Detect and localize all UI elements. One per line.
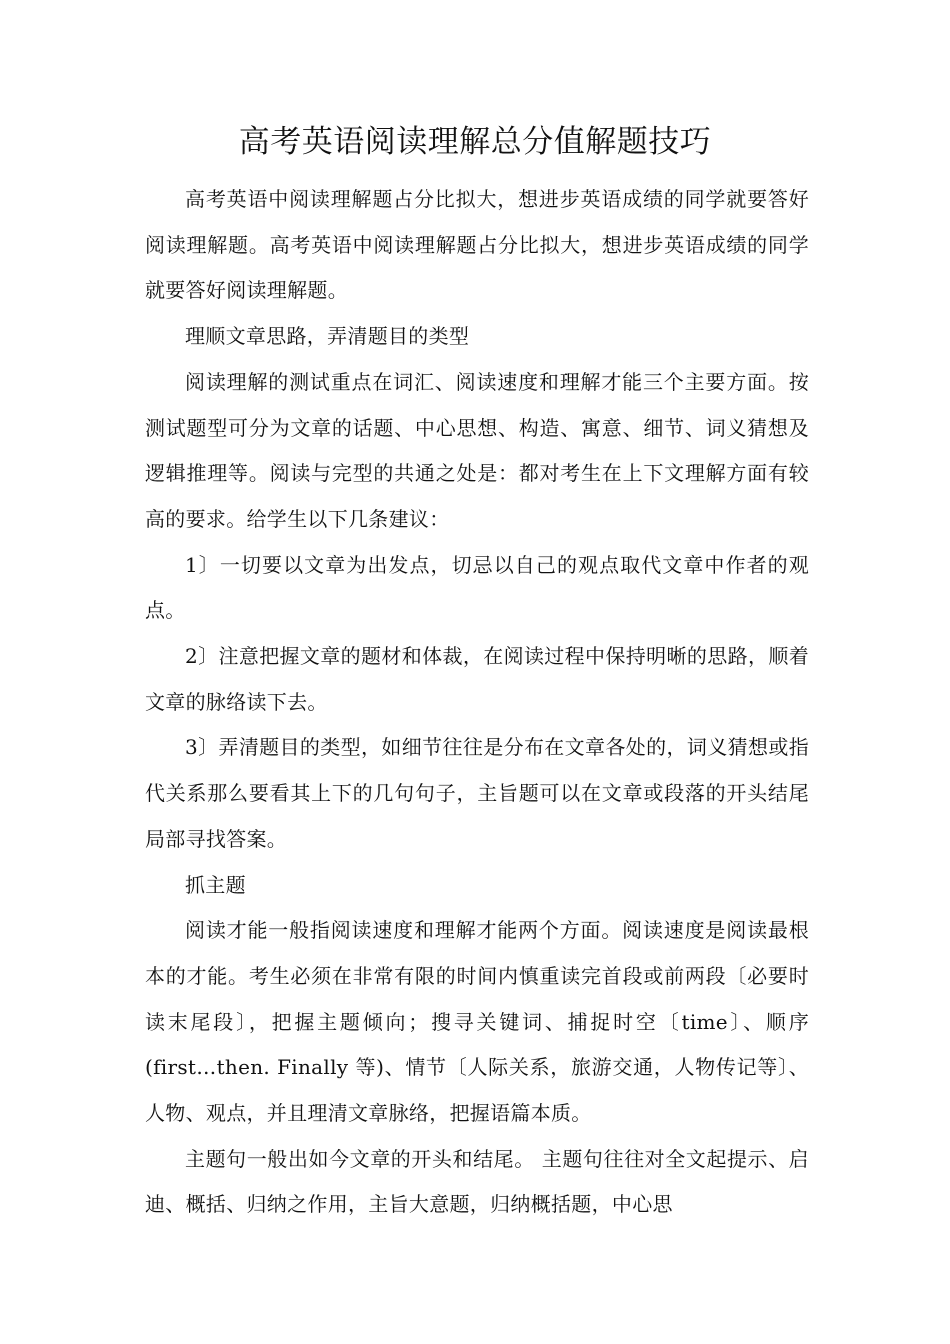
paragraph-advice-1: 1〕一切要以文章为出发点，切忌以自己的观点取代文章中作者的观点。 xyxy=(145,552,809,623)
paragraph-advice-3: 3〕弄清题目的类型，如细节往往是分布在文章各处的，词义猜想或指代关系那么要看其上下的几句句子，主旨题可以在文章或段落的开头结尾局部寻找答案。 xyxy=(145,735,809,851)
paragraph-heading-theme: 抓主题 xyxy=(185,872,246,897)
paragraph-advice-2: 2〕注意把握文章的题材和体裁，在阅读过程中保持明晰的思路，顺着文章的脉络读下去。 xyxy=(145,644,809,714)
paragraph-heading-structure: 理顺文章思路，弄清题目的类型 xyxy=(185,324,470,349)
paragraph-intro: 高考英语中阅读理解题占分比拟大，想进步英语成绩的同学就要答好阅读理解题。高考英语中阅读理解题占分比拟大，想进步英语成绩的同学就要答好阅读理解题。 xyxy=(145,187,809,303)
paragraph-testing-focus: 阅读理解的测试重点在词汇、阅读速度和理解才能三个主要方面。按测试题型可分为文章的话题、中心思想、构造、寓意、细节、词义猜想及逻辑推理等。阅读与完型的共通之处是：都对考生在上下文理解方面有较高的要求。给学生以下几条建议： xyxy=(145,369,809,531)
document-body xyxy=(145,177,809,1228)
document-title: 高考英语阅读理解总分值解题技巧 xyxy=(238,124,712,160)
paragraph-reading-ability: 阅读才能一般指阅读速度和理解才能两个方面。阅读速度是阅读最根本的才能。考生必须在非常有限的时间内慎重读完首段或前两段〔必要时读末尾段〕，把握主题倾向；搜寻关键词、捕捉时空〔time〕、顺序(first…then. Finally 等)、情节〔人际关系，旅游交通，人物传记等〕、人物、观点，并且理清文章脉络，把握语篇本质。 xyxy=(145,918,809,1126)
paragraph-topic-sentence: 主题句一般出如今文章的开头和结尾。 主题句往往对全文起提示、启迪、概括、归纳之作用，主旨大意题，归纳概括题，中心思 xyxy=(145,1146,809,1217)
